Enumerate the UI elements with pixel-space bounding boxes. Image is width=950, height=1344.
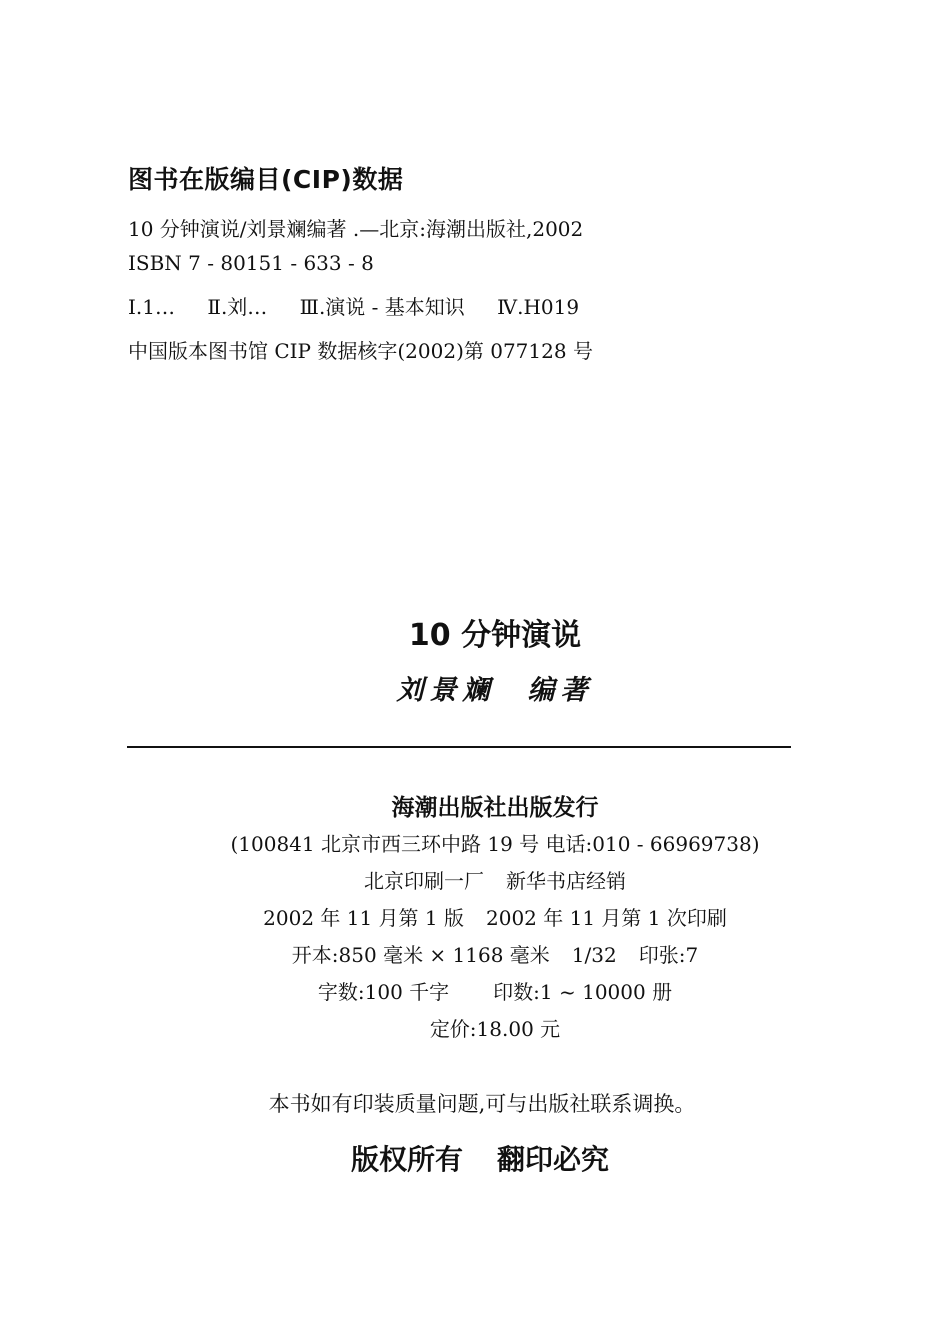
cip-class-3: Ⅲ.演说 - 基本知识 [299,295,465,319]
printer-distributor-line [40,863,950,900]
word-count: 字数:100 千字 [317,980,450,1004]
book-author-role: 编著 [527,675,594,706]
cip-class-4: Ⅳ.H019 [497,295,580,319]
format-line [40,937,950,974]
copyright-notice [0,1138,950,1178]
printer: 北京印刷一厂 [364,869,484,893]
format: 开本:850 毫米 × 1168 毫米 [291,943,550,967]
cip-block [128,160,848,368]
price-line: 定价:18.00 元 [429,1017,561,1041]
book-title: 10 分钟演说 [408,618,582,653]
cip-number-line: 中国版本图书馆 CIP 数据核字(2002)第 077128 号 [128,339,593,363]
quality-notice: 本书如有印装质量问题,可与出版社联系调换。 [268,1092,696,1116]
cip-class-2: Ⅱ.刘… [207,295,268,319]
book-author: 刘景斓 [396,675,496,706]
cip-heading: 图书在版编目(CIP)数据 [128,165,404,194]
publisher-block [0,790,950,1048]
cip-title-line: 10 分钟演说/刘景斓编著 .—北京:海潮出版社,2002 [128,217,584,241]
cip-isbn-line: ISBN 7 - 80151 - 633 - 8 [128,251,374,275]
count-line [40,974,950,1011]
copyright-right: 翻印必究 [497,1143,610,1176]
edition-line [40,900,950,937]
book-author-line [0,668,950,707]
edition: 2002 年 11 月第 1 版 [263,906,464,930]
distributor: 新华书店经销 [506,869,626,893]
sheets: 印张:7 [638,943,699,967]
cip-classification-line [128,290,848,324]
publisher-address: (100841 北京市西三环中路 19 号 电话:010 - 66969738) [230,832,760,856]
printing: 2002 年 11 月第 1 次印刷 [486,906,727,930]
print-run: 印数:1 ~ 10000 册 [493,980,673,1004]
publisher-heading: 海潮出版社出版发行 [391,795,599,821]
divider-rule [127,746,791,748]
cip-class-1: Ⅰ.1… [128,295,175,319]
fold: 1/32 [571,943,617,967]
copyright-left: 版权所有 [350,1143,463,1176]
